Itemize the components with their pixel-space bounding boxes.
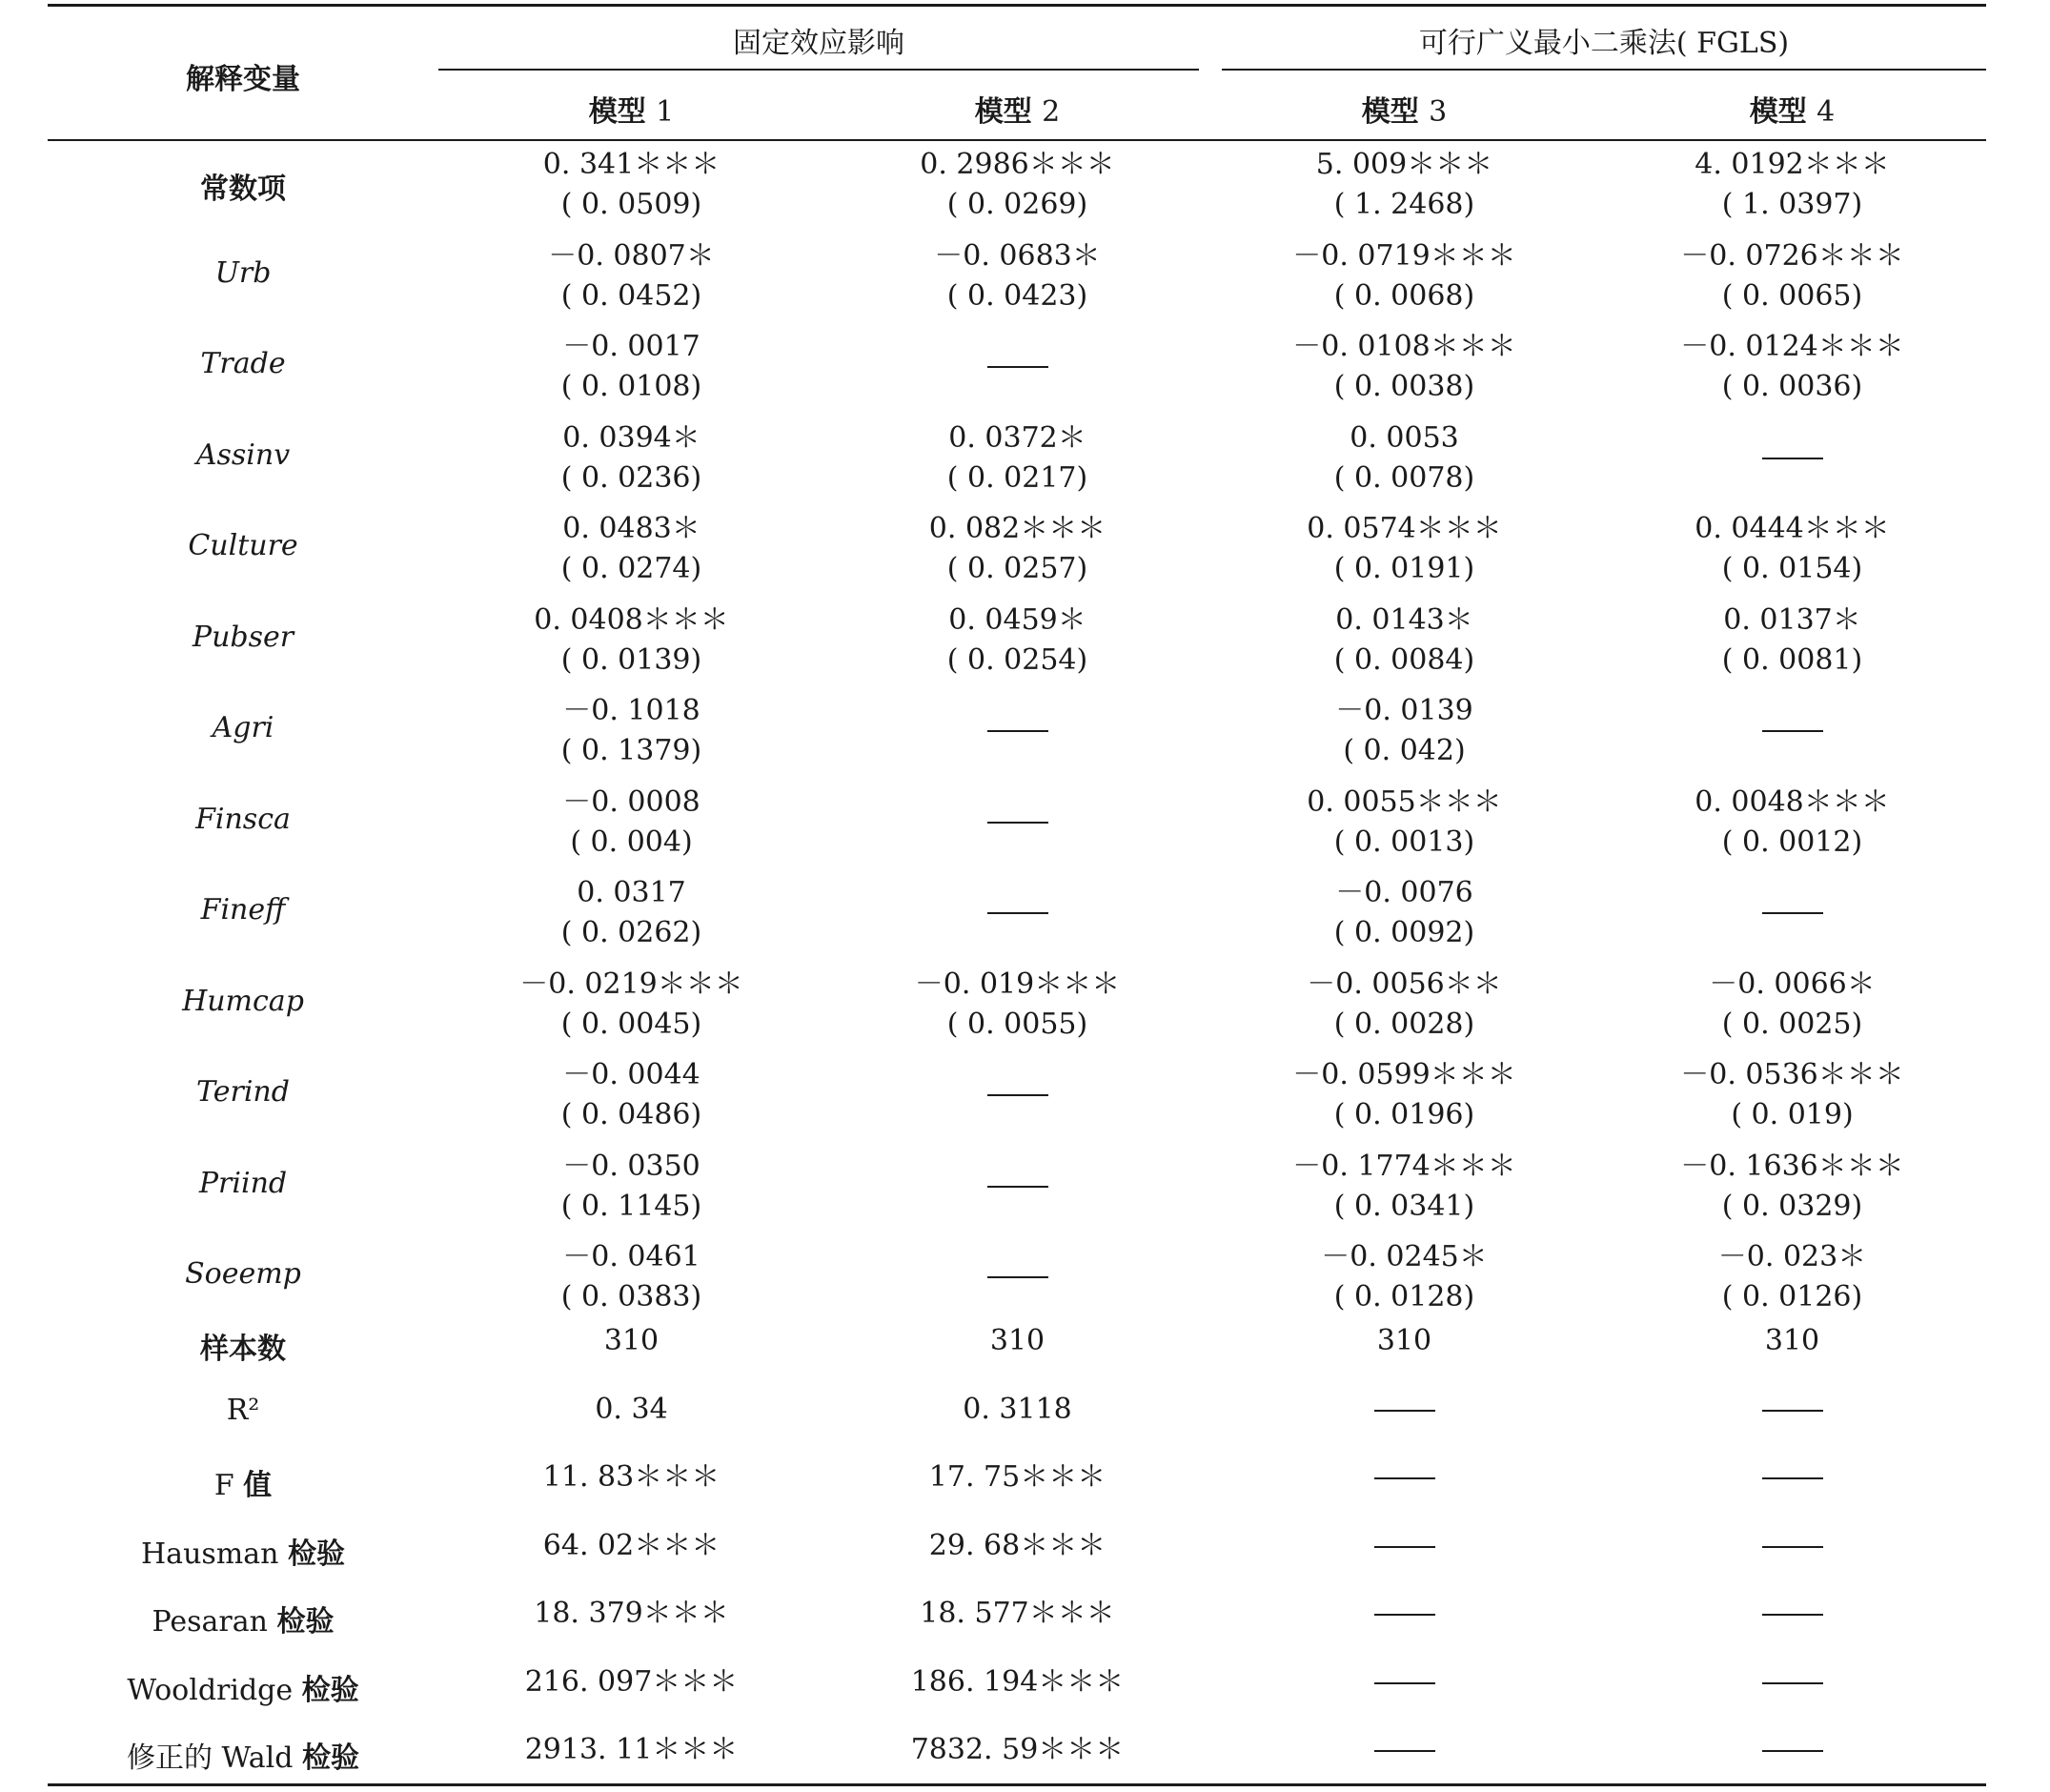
standard-error: ( 0. 0108) [560,370,702,403]
stat-value: 29. 68＊＊＊ [928,1528,1106,1562]
row-label: Humcap [182,984,304,1018]
regression-table [48,0,1986,1792]
cell-m3 [1210,1055,1598,1135]
row-label: Urb [214,255,272,290]
standard-error: ( 0. 0236) [560,460,702,495]
cell-m3 [1210,1237,1598,1317]
group-rule-fe [438,69,1199,71]
standard-error: ( 0. 0329) [1721,1189,1863,1223]
coefficient-value: －0. 0719＊＊＊ [1292,238,1516,273]
coefficient-value: －0. 1018 [562,694,700,727]
empty-dash [1374,1750,1435,1752]
cell-m3 [1210,1147,1598,1227]
row-label: Culture [188,529,298,562]
row-label: Pubser [192,620,294,654]
coefficient-value: 0. 2986＊＊＊ [920,148,1115,181]
standard-error: ( 0. 0262) [560,916,702,949]
empty-dash [1762,1546,1823,1548]
stat-cell-m2 [824,1526,1210,1566]
stat-value: 64. 02＊＊＊ [542,1528,721,1562]
stat-value: 216. 097＊＊＊ [524,1664,739,1699]
cell-m4 [1598,418,1986,459]
stat-cell-m4 [1598,1662,1986,1702]
standard-error: ( 0. 0045) [560,1007,702,1041]
empty-dash [1762,912,1823,914]
row-label: Agri [212,711,274,744]
standard-error: ( 0. 0254) [946,642,1088,677]
stat-value: 0. 3118 [963,1392,1072,1426]
cell-m4 [1598,236,1986,316]
cell-m2 [824,145,1210,225]
standard-error: ( 0. 0128) [1333,1280,1475,1313]
coefficient-value: －0. 0461 [562,1240,700,1273]
cell-m1 [438,236,824,316]
standard-error: ( 0. 0383) [560,1280,702,1313]
stat-cell-m1 [438,1457,824,1497]
standard-error: ( 0. 0191) [1333,552,1475,585]
coefficient-value: 0. 0372＊ [948,420,1086,455]
stat-cell-m2 [824,1390,1210,1430]
cell-m2 [824,601,1210,681]
header-group-fgls-en: ( FGLS) [1675,27,1790,60]
header-model-4-label: 模型 [1749,95,1807,129]
coefficient-value: 0. 0053 [1350,420,1459,455]
coefficient-value: －0. 0350 [562,1149,700,1183]
cell-m1 [438,327,824,407]
cell-m1 [438,691,824,771]
stat-value: 310 [1376,1324,1432,1357]
stat-label [48,1666,438,1708]
stat-label [48,1325,438,1367]
header-group-fixed-effects: 固定效应影响 [733,27,904,60]
empty-dash [1374,1410,1435,1412]
stat-cell-m1 [438,1730,824,1770]
stat-value: 186. 194＊＊＊ [910,1664,1125,1699]
stat-label-zh: 检验 [287,1537,345,1571]
stat-label [48,1734,438,1776]
empty-dash [1762,1410,1823,1412]
cell-m2 [824,1055,1210,1096]
empty-dash [987,1276,1048,1278]
header-model-3 [1210,88,1598,130]
cell-m3 [1210,965,1598,1045]
cell-m2 [824,783,1210,824]
coefficient-value: －0. 0066＊ [1709,967,1876,1001]
cell-m1 [438,145,824,225]
stat-value: 18. 379＊＊＊ [534,1597,729,1630]
header-model-2-num: 2 [1042,95,1061,129]
coefficient-value: －0. 0599＊＊＊ [1292,1058,1516,1091]
cell-m3 [1210,418,1598,499]
stat-cell-m2 [824,1321,1210,1361]
table-top-rule [48,4,1986,7]
coefficient-value: 0. 0574＊＊＊ [1307,512,1502,545]
header-model-4-num: 4 [1817,95,1836,129]
empty-dash [1762,1682,1823,1684]
stat-value: 0. 34 [595,1392,668,1426]
standard-error: ( 0. 042) [1343,734,1466,767]
stat-label-zh: 检验 [301,1741,359,1775]
coefficient-value: 0. 0408＊＊＊ [534,602,729,637]
cell-m2 [824,691,1210,732]
stat-cell-m2 [824,1662,1210,1702]
cell-m4 [1598,145,1986,225]
empty-dash [1762,730,1823,732]
empty-dash [987,1186,1048,1188]
cell-m1 [438,965,824,1045]
standard-error: ( 1. 0397) [1721,188,1863,221]
stat-cell-m4 [1598,1457,1986,1497]
cell-m3 [1210,691,1598,771]
stat-label-en: Pesaran [152,1605,277,1639]
cell-m1 [438,601,824,681]
cell-m3 [1210,236,1598,316]
stat-value: 310 [1764,1324,1820,1357]
stat-cell-m4 [1598,1390,1986,1430]
stat-cell-m3 [1210,1662,1598,1702]
cell-m1 [438,1237,824,1317]
empty-dash [987,1094,1048,1096]
header-model-3-num: 3 [1429,95,1448,129]
cell-m4 [1598,1055,1986,1135]
stat-label-en: Wooldridge [127,1673,302,1707]
cell-m1 [438,1147,824,1227]
header-model-1 [438,88,824,130]
stat-cell-m4 [1598,1526,1986,1566]
stat-cell-m1 [438,1526,824,1566]
standard-error: ( 0. 1379) [560,734,702,767]
coefficient-value: 4. 0192＊＊＊ [1695,148,1890,181]
cell-m1 [438,783,824,863]
empty-dash [987,822,1048,824]
stat-cell-m3 [1210,1594,1598,1634]
standard-error: ( 0. 0036) [1721,370,1863,403]
empty-dash [1374,1614,1435,1616]
coefficient-value: －0. 0017 [562,330,700,363]
cell-m4 [1598,509,1986,589]
stat-cell-m1 [438,1321,824,1361]
header-model-1-label: 模型 [588,95,646,129]
coefficient-value: 0. 0143＊ [1335,602,1473,637]
cell-m1 [438,873,824,953]
row-label: Fineff [200,893,286,927]
standard-error: ( 0. 0028) [1333,1007,1475,1041]
standard-error: ( 0. 0025) [1721,1007,1863,1041]
standard-error: ( 0. 0509) [560,188,702,221]
stat-label-en: 修正的 Wald [127,1741,302,1775]
empty-dash [1762,1750,1823,1752]
stat-label-en: R² [226,1393,260,1427]
stat-value: 18. 577＊＊＊ [920,1597,1115,1630]
stat-label [48,1394,438,1427]
cell-m4 [1598,783,1986,863]
row-label: Terind [196,1075,290,1109]
coefficient-value: －0. 0536＊＊＊ [1680,1058,1904,1091]
standard-error: ( 0. 0081) [1721,642,1863,677]
standard-error: ( 0. 0078) [1333,460,1475,495]
cell-m4 [1598,1237,1986,1317]
stat-label-zh: 检验 [276,1605,335,1639]
standard-error: ( 0. 0452) [560,278,702,313]
standard-error: ( 0. 0274) [560,552,702,585]
stat-label-en: F [213,1469,244,1502]
cell-m2 [824,1147,1210,1188]
header-group-fgls-zh: 可行广义最小二乘法 [1418,27,1676,60]
coefficient-value: －0. 023＊ [1717,1240,1867,1273]
cell-m4 [1598,601,1986,681]
stat-cell-m3 [1210,1390,1598,1430]
row-label: Trade [200,347,286,380]
stat-cell-m2 [824,1594,1210,1634]
standard-error: ( 0. 0341) [1333,1189,1475,1223]
standard-error: ( 0. 004) [570,825,693,859]
row-label: Finsca [195,802,291,836]
coefficient-value: 0. 0459＊ [948,602,1086,637]
standard-error: ( 0. 0065) [1721,278,1863,313]
cell-m3 [1210,601,1598,681]
standard-error: ( 0. 0055) [946,1007,1088,1041]
stat-value: 2913. 11＊＊＊ [524,1733,739,1766]
coefficient-value: －0. 0245＊ [1321,1240,1488,1273]
stat-value: 310 [603,1324,660,1357]
cell-m2 [824,509,1210,589]
stat-cell-m1 [438,1390,824,1430]
stat-label [48,1530,438,1572]
stat-cell-m1 [438,1594,824,1634]
coefficient-value: －0. 0008 [562,784,700,819]
cell-m1 [438,1055,824,1135]
coefficient-value: 0. 0317 [577,876,686,909]
coefficient-value: －0. 1774＊＊＊ [1292,1149,1516,1183]
stat-label-zh: 检验 [301,1673,359,1707]
header-group-fgls [1222,19,1986,61]
cell-m4 [1598,873,1986,914]
table-header-rule [48,139,1986,141]
coefficient-value: －0. 0056＊＊ [1307,967,1502,1001]
coefficient-value: －0. 0044 [562,1058,700,1091]
coefficient-value: 0. 341＊＊＊ [542,148,721,181]
cell-m2 [824,965,1210,1045]
coefficient-value: －0. 0139 [1335,694,1473,727]
stat-label-zh: 样本数 [200,1333,286,1366]
stat-value: 310 [989,1324,1045,1357]
stat-cell-m3 [1210,1321,1598,1361]
coefficient-value: 0. 082＊＊＊ [928,512,1106,545]
cell-m3 [1210,783,1598,863]
header-model-3-label: 模型 [1361,95,1419,129]
header-model-4 [1598,88,1986,130]
stat-value: 11. 83＊＊＊ [542,1460,721,1494]
coefficient-value: 0. 0137＊ [1723,602,1861,637]
stat-cell-m4 [1598,1730,1986,1770]
cell-m2 [824,873,1210,914]
coefficient-value: 0. 0444＊＊＊ [1695,512,1890,545]
cell-m4 [1598,327,1986,407]
standard-error: ( 0. 0423) [946,278,1088,313]
group-rule-fgls [1222,69,1986,71]
cell-m1 [438,509,824,589]
standard-error: ( 0. 0038) [1333,370,1475,403]
cell-m4 [1598,965,1986,1045]
coefficient-value: 5. 009＊＊＊ [1315,148,1493,181]
cell-m3 [1210,327,1598,407]
stat-cell-m4 [1598,1321,1986,1361]
stat-cell-m3 [1210,1457,1598,1497]
standard-error: ( 0. 0013) [1333,825,1475,859]
empty-dash [987,912,1048,914]
coefficient-value: －0. 1636＊＊＊ [1680,1149,1904,1183]
cell-m2 [824,327,1210,368]
standard-error: ( 0. 1145) [560,1189,702,1223]
empty-dash [1762,1477,1823,1479]
standard-error: ( 0. 0126) [1721,1280,1863,1313]
coefficient-value: 0. 0055＊＊＊ [1307,784,1502,819]
stat-label-en: Hausman [141,1537,288,1571]
cell-m4 [1598,1147,1986,1227]
stat-cell-m3 [1210,1730,1598,1770]
empty-dash [1374,1682,1435,1684]
coefficient-value: －0. 0108＊＊＊ [1292,330,1516,363]
header-model-1-num: 1 [656,95,675,129]
empty-dash [1374,1546,1435,1548]
standard-error: ( 0. 0068) [1333,278,1475,313]
cell-m3 [1210,145,1598,225]
cell-m2 [824,1237,1210,1278]
standard-error: ( 0. 0012) [1721,825,1863,859]
stat-cell-m2 [824,1730,1210,1770]
empty-dash [1762,458,1823,459]
empty-dash [987,730,1048,732]
stat-value: 7832. 59＊＊＊ [910,1733,1125,1766]
standard-error: ( 0. 0257) [946,552,1088,585]
cell-m2 [824,418,1210,499]
standard-error: ( 0. 0486) [560,1098,702,1131]
coefficient-value: 0. 0394＊ [562,420,700,455]
standard-error: ( 0. 0196) [1333,1098,1475,1131]
coefficient-value: －0. 0219＊＊＊ [519,967,743,1001]
row-label: Priind [198,1166,288,1200]
coefficient-value: 0. 0048＊＊＊ [1695,784,1890,819]
table-bottom-rule [48,1783,1986,1786]
standard-error: ( 0. 0154) [1721,552,1863,585]
stat-cell-m3 [1210,1526,1598,1566]
coefficient-value: －0. 019＊＊＊ [914,967,1121,1001]
coefficient-value: －0. 0076 [1335,876,1473,909]
row-label: Soeemp [185,1257,301,1291]
standard-error: ( 1. 2468) [1333,188,1475,221]
cell-m1 [438,418,824,499]
header-model-2-label: 模型 [974,95,1032,129]
stat-cell-m2 [824,1457,1210,1497]
cell-m3 [1210,509,1598,589]
empty-dash [987,366,1048,368]
coefficient-value: 0. 0483＊ [562,512,700,545]
coefficient-value: －0. 0726＊＊＊ [1680,238,1904,273]
stat-label [48,1461,438,1503]
standard-error: ( 0. 0217) [946,460,1088,495]
cell-m2 [824,236,1210,316]
standard-error: ( 0. 0139) [560,642,702,677]
standard-error: ( 0. 0084) [1333,642,1475,677]
coefficient-value: －0. 0124＊＊＊ [1680,330,1904,363]
standard-error: ( 0. 019) [1731,1098,1854,1131]
stat-cell-m1 [438,1662,824,1702]
standard-error: ( 0. 0092) [1333,916,1475,949]
coefficient-value: －0. 0683＊ [934,238,1101,273]
empty-dash [1374,1477,1435,1479]
cell-m3 [1210,873,1598,953]
stat-value: 17. 75＊＊＊ [928,1460,1106,1494]
row-label: Assinv [195,438,291,472]
stat-cell-m4 [1598,1594,1986,1634]
stat-label-zh: 值 [243,1469,273,1502]
stat-label [48,1598,438,1639]
cell-m4 [1598,691,1986,732]
empty-dash [1762,1614,1823,1616]
standard-error: ( 0. 0269) [946,188,1088,221]
coefficient-value: －0. 0807＊ [548,238,715,273]
row-label: 常数项 [200,173,286,206]
header-explanatory-variable: 解释变量 [186,63,300,96]
header-model-2 [824,88,1210,130]
